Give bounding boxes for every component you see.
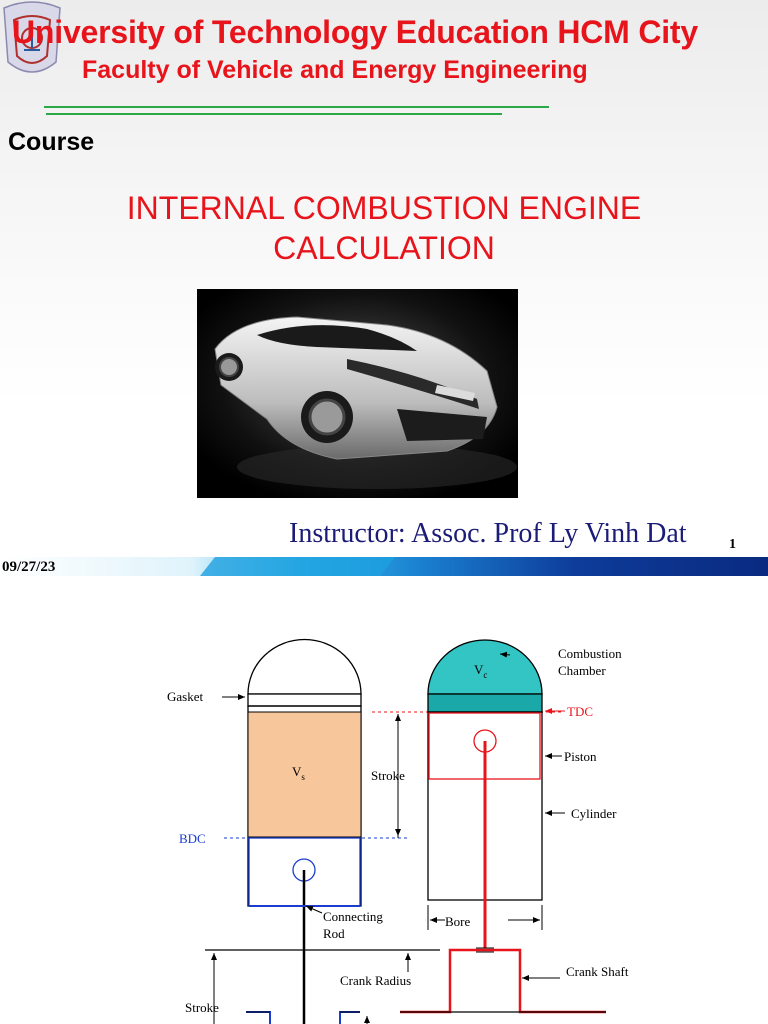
label-combustion: Combustion: [558, 646, 622, 661]
label-bore: Bore: [445, 914, 471, 929]
left-cylinder-head: [248, 640, 361, 694]
label-connecting: Connecting: [323, 909, 383, 924]
course-title-line-2: CALCULATION: [273, 230, 495, 266]
label-rod: Rod: [323, 926, 345, 941]
label-vc-sub: c: [483, 670, 488, 680]
university-name: University of Technology Education HCM City: [12, 14, 698, 50]
label-bdc: BDC: [179, 831, 206, 846]
label-piston: Piston: [564, 749, 597, 764]
label-stroke: Stroke: [371, 768, 405, 783]
label-vs-sub: s: [301, 772, 305, 782]
slide-date: 09/27/23: [2, 559, 56, 575]
label-vs-main: V: [292, 764, 302, 779]
label-crank-shaft: Crank Shaft: [566, 964, 629, 979]
course-label: Course: [8, 128, 95, 156]
combustion-chamber: [428, 640, 542, 694]
engine-cylinder-diagram: [0, 576, 768, 1024]
crank-shaft: [400, 950, 606, 1012]
page-number: 1: [729, 537, 736, 552]
label-chamber: Chamber: [558, 663, 606, 678]
label-gasket: Gasket: [167, 689, 204, 704]
instructor-name: Instructor: Assoc. Prof Ly Vinh Dat: [289, 518, 687, 549]
left-gasket: [248, 694, 361, 706]
label-crank-radius: Crank Radius: [340, 973, 412, 988]
right-gasket: [428, 694, 542, 712]
divider-line: [44, 106, 549, 108]
faculty-name: Faculty of Vehicle and Energy Engineering: [82, 56, 588, 84]
course-title: [0, 188, 768, 268]
sports-car-image: [197, 289, 518, 498]
divider-line: [46, 113, 502, 115]
label-cylinder: Cylinder: [571, 806, 617, 821]
label-tdc: TDC: [567, 704, 593, 719]
label-vc-main: V: [474, 662, 484, 677]
course-title-line-1: INTERNAL COMBUSTION ENGINE: [126, 190, 642, 226]
label-stroke-lower: Stroke: [185, 1000, 219, 1015]
footer-bar: [0, 557, 768, 576]
